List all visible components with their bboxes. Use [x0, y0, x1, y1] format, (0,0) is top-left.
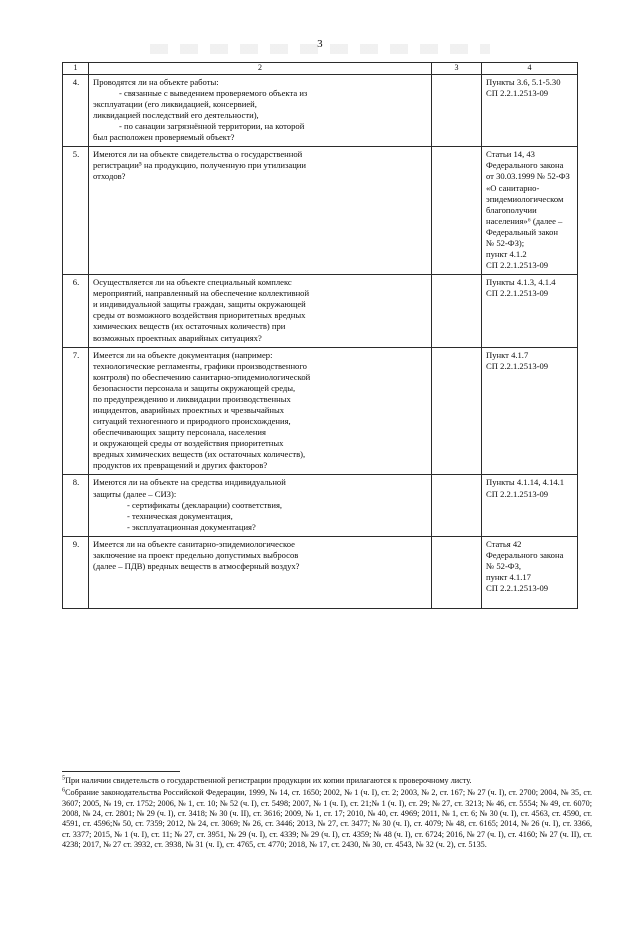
question-line: безопасности персонала и защиты окружающей среды, — [93, 382, 296, 393]
reference-line: пункт 4.1.2 — [486, 248, 527, 259]
question-line: отходов? — [93, 171, 126, 182]
row-question — [89, 347, 432, 475]
reference-line: от 30.03.1999 № 52-ФЗ — [486, 171, 570, 182]
reference-line: СП 2.2.1.2513-09 — [486, 488, 549, 499]
reference-line: СП 2.2.1.2513-09 — [486, 583, 549, 594]
question-line: ликвидацией последствий его деятельности), — [93, 110, 259, 121]
row-number: 5. — [63, 147, 89, 275]
row-answer[interactable] — [432, 347, 482, 475]
question-line: и индивидуальной защиты граждан, защиты окружающей — [93, 299, 306, 310]
question-line: - сертификаты (декларации) соответствия, — [127, 499, 283, 510]
question-line: обеспечивающих защиту персонала, населения — [93, 427, 266, 438]
col-header-4: 4 — [482, 63, 578, 75]
question-line: Осуществляется ли на объекте специальный комплекс — [93, 277, 292, 288]
question-line: технологические регламенты, графики производственного — [93, 360, 307, 371]
col-header-2: 2 — [89, 63, 432, 75]
row-answer[interactable] — [432, 536, 482, 608]
question-line: ситуаций техногенного и природного происхождения, — [93, 416, 291, 427]
table-row — [63, 536, 578, 608]
reference-line: Пункт 4.1.7 — [486, 349, 529, 360]
row-number: 6. — [63, 275, 89, 347]
footnote-1 — [62, 776, 592, 786]
col-header-1: 1 — [63, 63, 89, 75]
reference-line: СП 2.2.1.2513-09 — [486, 360, 549, 371]
question-line: химических веществ (их остаточных количеств) при — [93, 321, 286, 332]
reference-line: пункт 4.1.17 — [486, 572, 531, 583]
row-answer[interactable] — [432, 475, 482, 536]
question-line: Имеется ли на объекте санитарно-эпидемиологическое — [93, 538, 295, 549]
table-body — [63, 63, 578, 609]
row-reference — [482, 147, 578, 275]
reference-line: Пункты 4.1.14, 4.14.1 — [486, 477, 565, 488]
question-line: контроля) по обеспечению санитарно-эпидемиологической — [93, 371, 311, 382]
row-number: 4. — [63, 74, 89, 146]
row-answer[interactable] — [432, 74, 482, 146]
row-reference — [482, 475, 578, 536]
footnote-separator — [62, 771, 180, 772]
row-number: 9. — [63, 536, 89, 608]
row-question — [89, 475, 432, 536]
reference-line: СП 2.2.1.2513-09 — [486, 260, 549, 271]
question-line: был расположен проверяемый объект? — [93, 132, 235, 143]
table-row — [63, 147, 578, 275]
question-line: возможных проектных аварийных ситуациях? — [93, 332, 262, 343]
table-header-row — [63, 63, 578, 75]
footnote-text: При наличии свидетельств о государственной регистрации продукции их копии прилагаются к проверочному листу. — [65, 776, 472, 785]
question-line: - связанные с выведением проверяемого объекта из — [119, 87, 308, 98]
col-header-3: 3 — [432, 63, 482, 75]
question-line: Проводятся ли на объекте работы: — [93, 76, 219, 87]
row-reference — [482, 74, 578, 146]
table-row — [63, 275, 578, 347]
row-number: 7. — [63, 347, 89, 475]
table-row — [63, 347, 578, 475]
scan-artifact — [150, 44, 490, 54]
question-line: - техническая документация, — [127, 510, 233, 521]
footnote-marker: 6 — [62, 786, 66, 794]
table-row — [63, 74, 578, 146]
question-line: по предупреждению и ликвидации производственных — [93, 393, 291, 404]
question-line: инцидентов, аварийных проектных и чрезвычайных — [93, 404, 285, 415]
row-question — [89, 275, 432, 347]
question-line: регистрации⁵ на продукцию, полученную при утилизации — [93, 160, 306, 171]
footnote-text: Собрание законодательства Российской Федерации, 1999, № 14, ст. 1650; 2002, № 1 (ч. I), ст. 2; 2003, № 2, ст. 167; № 27 (ч. I), ст. 2700; 2004, № 35, ст. 3607; 2005, № 19, ст. 1752; 2006, № 1, ст. 10; № 52 (ч. I), ст. 5498; 2007, № 1 (ч. I), ст. 21;№ 1 (ч. I), ст. 29; № 27, ст. 3213; № 46, ст. 5554; № 49, ст. 6070; 2008, № 24, ст. 2801; № 29 (ч. I), ст. 3418; № 30 (ч. II), ст. 3616; 2009, № 1, ст. 17; 2010, № 40, ст. 4969; 2011, № 1, ст. 6; № 30 (ч. I), ст. 4563, ст. 4590, ст. 4591, ст. 4596;№ 50, ст. 7359; 2012, № 24, ст. 3069; № 26, ст. 3446; 2013, № 27, ст. 3477; № 30 (ч. I), ст. 4079; № 48, ст. 6165; 2014, № 26 (ч. I), ст. 3366, ст. 3377; 2015, № 1 (ч. I), ст. 11; № 27, ст. 3951, № 29 (ч. I), ст. 4339; № 29 (ч. I), ст. 4359; № 48 (ч. I), ст. 6724; 2016, № 27 (ч. I), ст. 4160; № 27 (ч. II), ст. 4238; 2017, № 27 ст. 3932, ст. 3938, № 31 (ч. I), ст. 4765, ст. 4770; 2018, № 17, ст. 2430, № 30, ст. 4543, № 32 (ч. 2), ст. 5135. — [62, 788, 592, 849]
row-question — [89, 536, 432, 608]
question-line: (далее – ПДВ) вредных веществ в атмосферный воздух? — [93, 561, 300, 571]
question-line: защиты (далее – СИЗ): — [93, 488, 177, 499]
row-reference — [482, 536, 578, 608]
page-number: 3 — [317, 38, 323, 50]
row-answer[interactable] — [432, 147, 482, 275]
question-line: Имеются ли на объекте на средства индивидуальной — [93, 477, 286, 488]
footnotes-section — [62, 771, 592, 852]
reference-line: благополучии — [486, 204, 537, 215]
row-number: 8. — [63, 475, 89, 536]
checklist-table — [62, 62, 578, 609]
reference-line: Пункты 3.6, 5.1-5.30 — [486, 76, 561, 87]
question-line: среды от возможного воздействия приоритетных вредных — [93, 310, 306, 321]
footnote-2 — [62, 788, 592, 850]
reference-line: «О санитарно- — [486, 182, 540, 193]
question-line: продуктов их превращений и других факторов? — [93, 460, 268, 471]
reference-line: Федерального закона — [486, 549, 564, 560]
table-row — [63, 475, 578, 536]
reference-line: населения»⁶ (далее – — [486, 215, 563, 226]
question-line: заключение на проект предельно допустимых выбросов — [93, 549, 299, 560]
row-reference — [482, 275, 578, 347]
reference-line: Пункты 4.1.3, 4.1.4 — [486, 277, 556, 288]
question-line: Имеется ли на объекте документация (например: — [93, 349, 273, 360]
row-reference — [482, 347, 578, 475]
question-line: и окружающей среды от воздействия приоритетных — [93, 438, 284, 449]
reference-line: СП 2.2.1.2513-09 — [486, 288, 549, 299]
question-line: вредных химических веществ (их остаточных количеств), — [93, 449, 306, 460]
reference-line: № 52-ФЗ); — [486, 237, 525, 248]
question-line: - эксплуатационная документация? — [127, 521, 256, 532]
row-question — [89, 74, 432, 146]
reference-line: Федеральный закон — [486, 226, 559, 237]
question-line: - по санации загрязнённой территории, на которой — [119, 121, 305, 132]
reference-line: СП 2.2.1.2513-09 — [486, 87, 549, 98]
row-question — [89, 147, 432, 275]
reference-line: Федерального закона — [486, 160, 564, 171]
footnote-marker: 5 — [62, 774, 66, 782]
reference-line: № 52-ФЗ, — [486, 561, 522, 571]
reference-line: эпидемиологическом — [486, 193, 564, 204]
document-page — [0, 38, 640, 943]
question-line: мероприятий, направленный на обеспечение коллективной — [93, 288, 310, 299]
reference-line: Статьи 14, 43 — [486, 149, 535, 160]
question-line: Имеются ли на объекте свидетельства о государственной — [93, 149, 303, 160]
row-answer[interactable] — [432, 275, 482, 347]
question-line: эксплуатации (его ликвидацией, консервией, — [93, 98, 257, 109]
reference-line: Статья 42 — [486, 538, 522, 549]
